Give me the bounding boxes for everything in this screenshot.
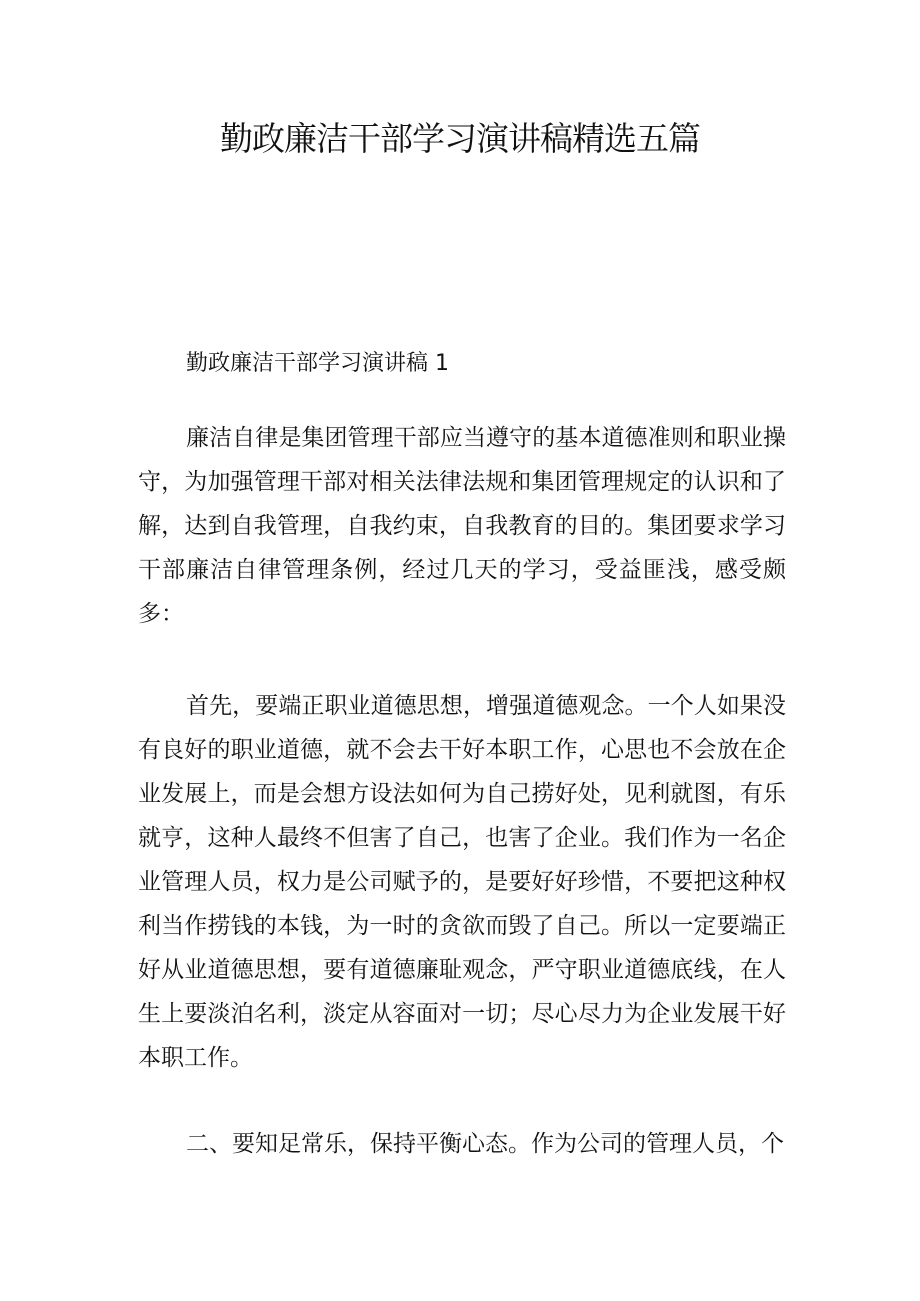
section-subtitle: 勤政廉洁干部学习演讲稿 1 xyxy=(186,351,449,376)
paragraph-1: 廉洁自律是集团管理干部应当遵守的基本道德准则和职业操守，为加强管理干部对相关法律法规和集团管理规定的认识和了解，达到自我管理，自我约束，自我教育的目的。集团要求学习干部廉洁自律管理条例，经过几天的学习，受益匪浅，感受颇多： xyxy=(138,425,786,627)
paragraph-3: 二、要知足常乐，保持平衡心态。作为公司的管理人员，个 xyxy=(186,1131,784,1157)
paragraph-2: 首先，要端正职业道德思想，增强道德观念。一个人如果没有良好的职业道德，就不会去干好本职工作，心思也不会放在企业发展上，而是会想方设法如何为自己捞好处，见利就图，有乐就亨，这种人最终不但害了自己，也害了企业。我们作为一名企业管理人员，权力是公司赋予的，是要好好珍惜，不要把这种权利当作捞钱的本钱，为一时的贪欲而毁了自己。所以一定要端正好从业道德思想，要有道德廉耻观念，严守职业道德底线，在人生上要淡泊名利，淡定从容面对一切；尽心尽力为企业发展干好本职工作。 xyxy=(138,693,786,1071)
document-title: 勤政廉洁干部学习演讲稿精选五篇 xyxy=(220,119,700,158)
